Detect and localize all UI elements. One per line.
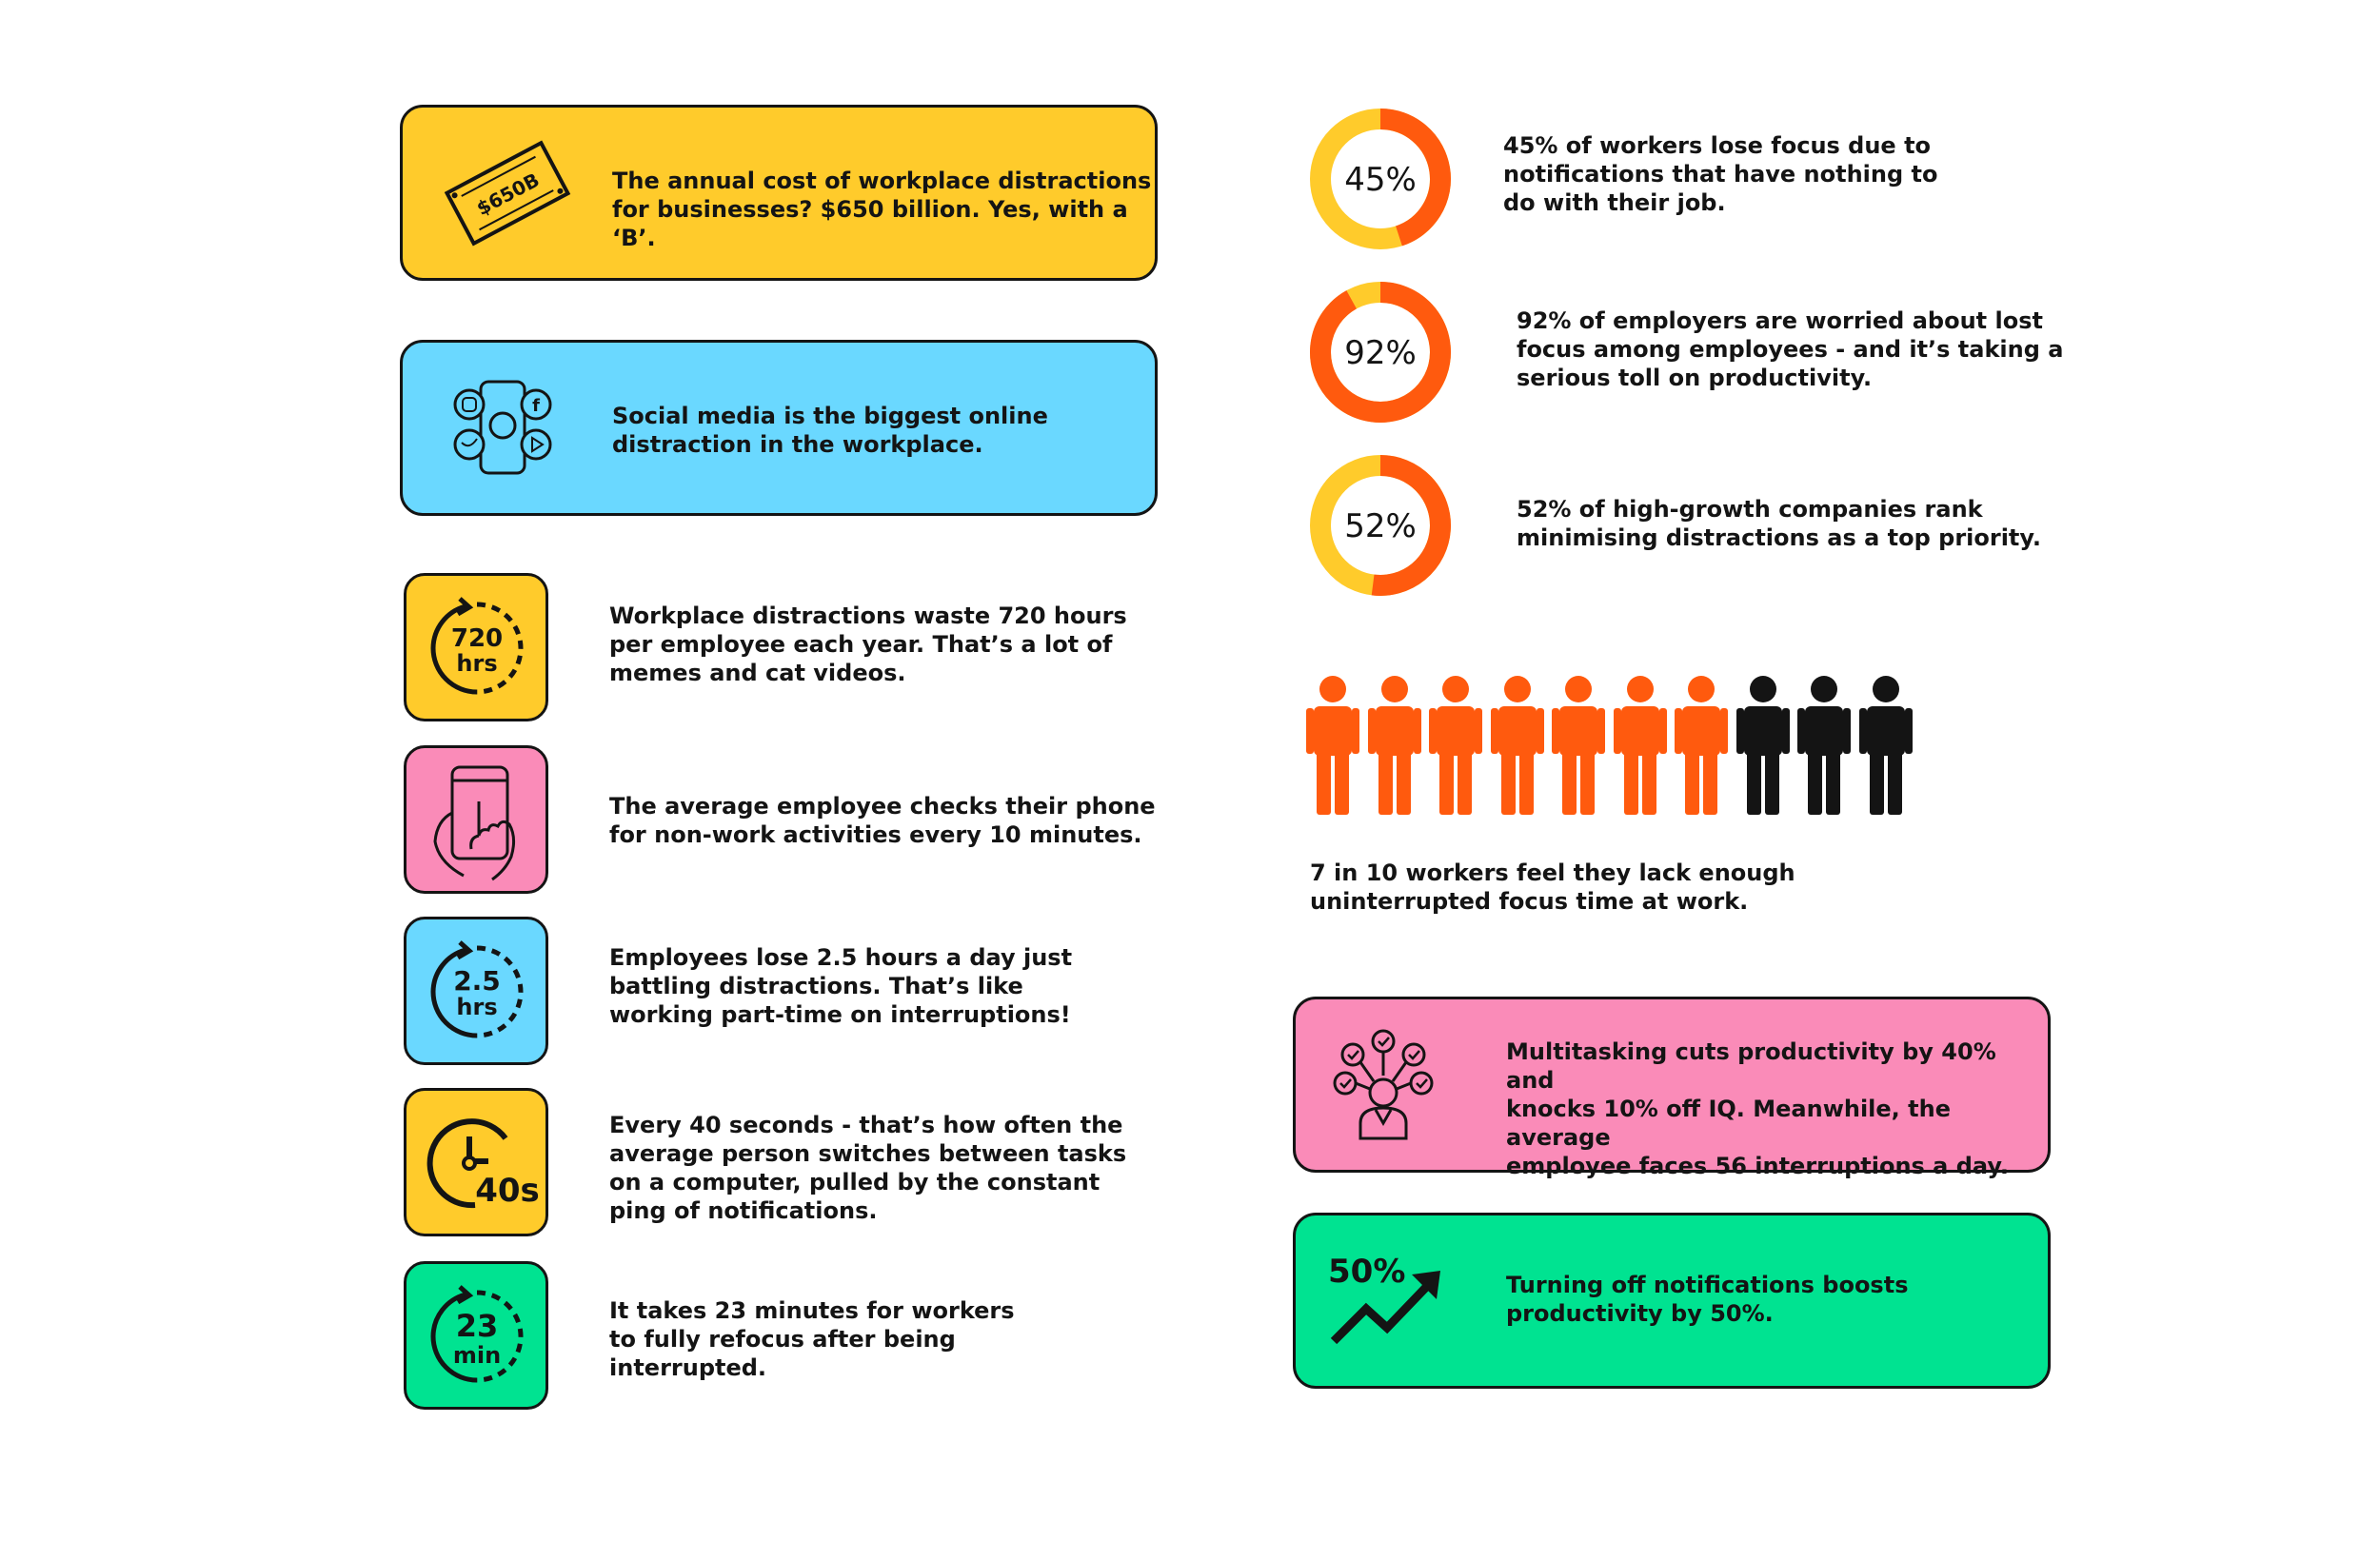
- social-media-phone-icon: [450, 376, 555, 481]
- money-bill-text: $650B: [472, 168, 544, 221]
- person-figure-highlighted: [1552, 676, 1605, 815]
- refocus-text: It takes 23 minutes for workers to fully refocus after being interrupted.: [609, 1297, 1015, 1381]
- person-figure-highlighted: [1429, 676, 1482, 815]
- person-figure-highlighted: [1306, 676, 1359, 815]
- timer-40s-icon: [422, 1110, 540, 1216]
- person-figure: [1736, 676, 1790, 815]
- switch-text: Every 40 seconds - that’s how often the average person switches between tasks on a computer, pulled by the constant ping of notifications.: [609, 1112, 1127, 1224]
- multitasking-card: [1293, 997, 2051, 1179]
- trend-up-value: 50%: [1328, 1254, 1406, 1291]
- person-figure: [1859, 676, 1913, 815]
- switch-icon-box: [404, 1088, 548, 1236]
- clock-23-icon: [424, 1283, 530, 1390]
- notifications-card: [1293, 1213, 2051, 1389]
- svg-text:f: f: [532, 396, 540, 416]
- hours-icon-box: [404, 573, 548, 721]
- person-figure-highlighted: [1614, 676, 1667, 815]
- multitasking-text: Multitasking cuts productivity by 40% and knocks 10% off IQ. Meanwhile, the average employee faces 56 interruptions a day.: [1506, 1038, 2009, 1179]
- phone-icon-box: [404, 745, 548, 894]
- trend-up-arrow-icon: [1328, 1254, 1452, 1349]
- timer-40s-value: 40s: [475, 1172, 540, 1210]
- donut-label-52: 52%: [1344, 507, 1417, 545]
- clock-2-5-unit: hrs: [456, 994, 498, 1020]
- clock-720-value: 720: [450, 624, 504, 653]
- donut-text-45: 45% of workers lose focus due to notifications that have nothing to do with their job.: [1503, 132, 1938, 216]
- notifications-text: Turning off notifications boosts productivity by 50%.: [1506, 1272, 1909, 1327]
- clock-2-5-value: 2.5: [453, 965, 501, 997]
- donut-label-45: 45%: [1344, 161, 1417, 199]
- cost-card: [400, 105, 1158, 281]
- social-media-text: Social media is the biggest online distraction in the workplace.: [612, 403, 1048, 458]
- people-pictogram: [1306, 676, 1925, 819]
- donut-chart-52: [1306, 451, 1455, 600]
- cost-text: The annual cost of workplace distractions for businesses? $650 billion. Yes, with a ‘B’.: [612, 168, 1152, 251]
- hours-text: Workplace distractions waste 720 hours per employee each year. That’s a lot of memes and cat videos.: [609, 603, 1127, 686]
- clock-2-5-icon: [424, 939, 530, 1045]
- donut-label-92: 92%: [1344, 334, 1417, 372]
- clock-720-unit: hrs: [456, 650, 498, 677]
- donut-text-92: 92% of employers are worried about lost focus among employees - and it’s taking a serious toll on productivity.: [1517, 307, 2064, 391]
- person-figure-highlighted: [1491, 676, 1544, 815]
- clock-23-unit: min: [452, 1342, 502, 1369]
- clock-720-icon: [424, 595, 530, 701]
- donut-chart-45: [1306, 105, 1455, 253]
- people-text: 7 in 10 workers feel they lack enough uninterrupted focus time at work.: [1310, 860, 1795, 915]
- lose-text: Employees lose 2.5 hours a day just battling distractions. That’s like working part-time on interruptions!: [609, 944, 1073, 1028]
- social-media-card: [400, 340, 1158, 516]
- person-figure-highlighted: [1368, 676, 1421, 815]
- lose-icon-box: [404, 917, 548, 1065]
- refocus-icon-box: [404, 1261, 548, 1410]
- phone-text: The average employee checks their phone for non-work activities every 10 minutes.: [609, 793, 1156, 848]
- clock-23-value: 23: [455, 1308, 499, 1344]
- hand-phone-icon: [424, 763, 534, 881]
- donut-chart-92: [1306, 278, 1455, 426]
- money-bill-icon: [441, 136, 574, 250]
- person-figure-highlighted: [1675, 676, 1728, 815]
- multitasking-person-icon: [1328, 1028, 1442, 1142]
- donut-text-52: 52% of high-growth companies rank minimising distractions as a top priority.: [1517, 496, 2041, 551]
- person-figure: [1797, 676, 1851, 815]
